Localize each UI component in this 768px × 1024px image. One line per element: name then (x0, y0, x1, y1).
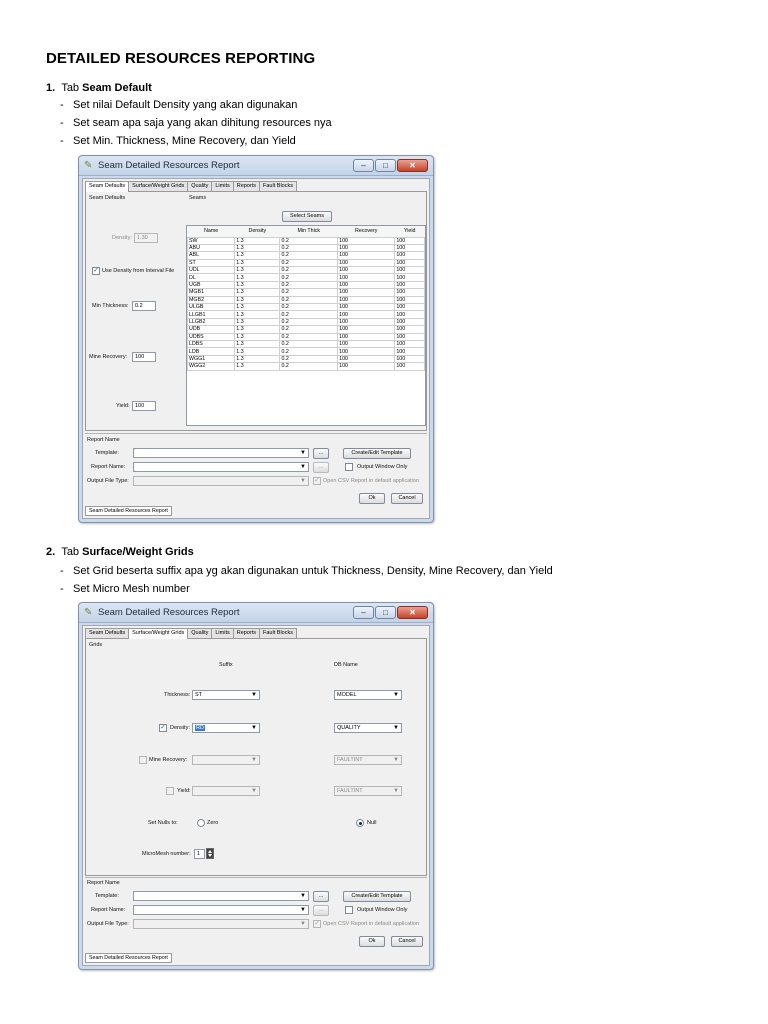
density-db-value: QUALITY (337, 725, 361, 731)
template-browse-button[interactable]: ... (313, 448, 329, 459)
bottom-tab-report[interactable]: Seam Detailed Resources Report (85, 953, 172, 963)
section-1-number: 1. (46, 82, 56, 94)
table-row[interactable] (188, 281, 425, 288)
select-seams-button[interactable]: Select Seams (282, 211, 332, 222)
tab-quality[interactable]: Quality (187, 181, 212, 191)
output-file-type-dropdown[interactable] (133, 919, 309, 929)
table-row[interactable] (188, 237, 425, 244)
table-cell: 100 (338, 326, 395, 333)
tab-limits[interactable]: Limits (211, 181, 233, 191)
table-cell: 100 (338, 281, 395, 288)
report-separator (85, 433, 427, 434)
report-name-label: Report Name: (91, 907, 126, 913)
table-cell: 100 (395, 296, 425, 303)
section-2-heading (46, 546, 194, 558)
table-cell: 100 (338, 355, 395, 362)
column-header[interactable]: Density (235, 226, 280, 237)
table-cell: 100 (338, 237, 395, 244)
table-row[interactable] (188, 318, 425, 325)
chevron-down-icon: ▼ (251, 757, 257, 763)
table-cell: 1.3 (235, 252, 280, 259)
mine-recovery-suffix-dropdown[interactable] (192, 755, 260, 765)
table-row[interactable] (188, 333, 425, 340)
table-cell: 1.3 (235, 281, 280, 288)
zero-radio[interactable] (197, 819, 205, 827)
density-db-dropdown[interactable] (334, 723, 402, 733)
table-cell: MGB2 (188, 296, 235, 303)
table-cell: 1.3 (235, 311, 280, 318)
min-thickness-input[interactable]: 0.2 (132, 301, 156, 311)
null-radio[interactable] (356, 819, 364, 827)
table-row[interactable] (188, 267, 425, 274)
min-thickness-label: Min Thickness: (92, 303, 129, 309)
mine-recovery-label: Mine Recovery: (89, 354, 128, 360)
table-cell: 100 (338, 340, 395, 347)
table-cell: 100 (338, 348, 395, 355)
table-cell: 0.2 (280, 340, 338, 347)
table-cell: 100 (395, 274, 425, 281)
report-name-group-label: Report Name (87, 437, 120, 443)
bottom-tab-report[interactable]: Seam Detailed Resources Report (85, 506, 172, 516)
section-1-prefix: Tab (61, 82, 83, 94)
cancel-button[interactable]: Cancel (391, 493, 423, 504)
open-csv-checkbox[interactable]: ✓ (314, 477, 320, 484)
table-cell: UGB (188, 281, 235, 288)
open-csv-label: Open CSV Report in default application (323, 478, 420, 484)
null-label: Null (367, 820, 377, 826)
table-cell: 0.2 (280, 274, 338, 281)
mine-recovery-input[interactable]: 100 (132, 352, 156, 362)
table-cell: LLGB2 (188, 318, 235, 325)
minimize-button[interactable]: – (353, 606, 374, 619)
table-cell: 1.3 (235, 326, 280, 333)
thickness-suffix-dropdown[interactable] (192, 690, 260, 700)
seams-table[interactable] (186, 225, 426, 426)
table-cell: 0.2 (280, 333, 338, 340)
table-cell: 100 (338, 244, 395, 251)
table-cell: 100 (395, 304, 425, 311)
section-2-prefix: Tab (61, 546, 83, 558)
mine-recovery-checkbox[interactable] (139, 756, 147, 764)
thickness-label: Thickness: (164, 692, 191, 698)
table-cell: 1.3 (235, 304, 280, 311)
density-suffix-dropdown[interactable] (192, 723, 260, 733)
table-cell: 100 (395, 333, 425, 340)
chevron-down-icon: ▼ (251, 788, 257, 794)
table-cell: 0.2 (280, 318, 338, 325)
chevron-down-icon: ▼ (300, 478, 306, 484)
table-cell: 100 (395, 289, 425, 296)
create-edit-template-button[interactable]: Create/Edit Template (343, 891, 411, 902)
ok-button[interactable]: Ok (359, 493, 385, 504)
table-cell: LDBS (188, 340, 235, 347)
table-cell: 0.2 (280, 363, 338, 370)
app-icon: ✎ (84, 160, 93, 171)
table-cell: 0.2 (280, 267, 338, 274)
table-row[interactable] (188, 296, 425, 303)
bullet-item: - Set nilai Default Density yang akan digunakan (60, 96, 332, 114)
section-1-name: Seam Default (82, 82, 152, 94)
table-cell: 1.3 (235, 289, 280, 296)
table-cell: LDB (188, 348, 235, 355)
yield-suffix-dropdown[interactable] (192, 786, 260, 796)
close-button[interactable]: ✕ (397, 606, 428, 619)
chevron-down-icon: ▼ (300, 893, 306, 899)
table-cell: 100 (338, 296, 395, 303)
table-cell: 100 (338, 304, 395, 311)
tab-surface-weight-grids[interactable]: Surface/Weight Grids (128, 181, 188, 191)
table-cell: 1.3 (235, 355, 280, 362)
density-label: Density: (112, 235, 132, 241)
ok-button[interactable]: Ok (359, 936, 385, 947)
close-button[interactable]: ✕ (397, 159, 428, 172)
table-cell: 100 (395, 281, 425, 288)
table-cell: 100 (395, 355, 425, 362)
table-cell: WGG1 (188, 355, 235, 362)
tab-reports[interactable]: Reports (233, 181, 260, 191)
section-1-bullets (60, 96, 332, 150)
maximize-button[interactable]: □ (375, 159, 396, 172)
table-cell: MGB1 (188, 289, 235, 296)
table-cell: 100 (395, 340, 425, 347)
table-cell: 0.2 (280, 355, 338, 362)
report-name-dropdown[interactable] (133, 462, 309, 472)
group-label-seam-defaults: Seam Defaults (89, 195, 126, 201)
chevron-down-icon: ▼ (393, 757, 399, 763)
table-cell: 100 (395, 348, 425, 355)
yield-label: Yield: (177, 788, 191, 794)
table-cell: 100 (395, 244, 425, 251)
table-cell: ABU (188, 244, 235, 251)
table-cell: 0.2 (280, 281, 338, 288)
table-cell: 1.3 (235, 244, 280, 251)
table-cell: 0.2 (280, 296, 338, 303)
tab-fault-blocks[interactable]: Fault Blocks (259, 181, 297, 191)
chevron-down-icon: ▼ (300, 464, 306, 470)
grids-group-label: Grids (89, 642, 103, 648)
density-checkbox[interactable]: ✓ (160, 724, 166, 731)
table-cell: 100 (395, 318, 425, 325)
open-csv-checkbox[interactable]: ✓ (314, 920, 320, 927)
chevron-down-icon: ▼ (393, 692, 399, 698)
tab-surface-weight-grids[interactable]: Surface/Weight Grids (128, 628, 188, 639)
density-input[interactable]: 1.30 (134, 233, 158, 243)
table-cell: UDBS (188, 333, 235, 340)
report-name-browse-button[interactable]: ... (313, 905, 329, 916)
table-cell: 100 (338, 333, 395, 340)
section-2-number: 2. (46, 546, 56, 558)
template-dropdown[interactable] (133, 448, 309, 458)
open-csv-label: Open CSV Report in default application (323, 921, 420, 927)
table-cell: 100 (395, 267, 425, 274)
table-cell: 1.3 (235, 259, 280, 266)
table-cell: 100 (338, 289, 395, 296)
tab-bar (85, 628, 296, 638)
tab-quality[interactable]: Quality (187, 628, 212, 638)
table-cell: 100 (338, 311, 395, 318)
cancel-button[interactable]: Cancel (391, 936, 423, 947)
use-density-label: Use Density from Interval File (102, 268, 175, 274)
table-row[interactable] (188, 259, 425, 266)
table-cell: 0.2 (280, 259, 338, 266)
template-label: Template: (95, 893, 119, 899)
output-window-only-label: Output Window Only (357, 907, 408, 913)
report-separator (85, 877, 427, 878)
table-cell: UDB (188, 326, 235, 333)
table-row[interactable] (188, 355, 425, 362)
bullet-item: - Set seam apa saja yang akan dihitung resources nya (60, 114, 332, 132)
chevron-down-icon: ▼ (251, 725, 257, 731)
table-cell: 0.2 (280, 326, 338, 333)
table-row[interactable] (188, 311, 425, 318)
window-title: Seam Detailed Resources Report (98, 607, 240, 618)
table-row[interactable] (188, 326, 425, 333)
table-cell: LLGB1 (188, 311, 235, 318)
table-row[interactable] (188, 274, 425, 281)
table-cell: 1.3 (235, 318, 280, 325)
table-cell: ULGB (188, 304, 235, 311)
tab-seam-defaults[interactable]: Seam Defaults (85, 628, 129, 638)
table-cell: 100 (338, 318, 395, 325)
section-2-name: Surface/Weight Grids (82, 546, 194, 558)
bullet-item: - Set Grid beserta suffix apa yg akan digunakan untuk Thickness, Density, Mine Recovery, dan Yield (60, 562, 553, 580)
table-cell: 1.3 (235, 274, 280, 281)
column-header[interactable]: Recovery (338, 226, 395, 237)
report-name-label: Report Name: (91, 464, 126, 470)
window-client (82, 625, 430, 966)
group-label-seams: Seams (189, 195, 207, 201)
table-cell: ABL (188, 252, 235, 259)
grids-panel (85, 638, 427, 876)
density-suffix-value: RD (196, 725, 204, 731)
micromesh-input[interactable]: 1 (194, 849, 205, 859)
template-browse-button[interactable]: ... (313, 891, 329, 902)
suffix-header: Suffix (219, 662, 233, 668)
mine-recovery-label: Mine Recovery: (149, 757, 188, 763)
db-name-header: DB Name (334, 662, 358, 668)
output-file-type-label: Output File Type: (87, 921, 129, 927)
table-cell: 100 (395, 363, 425, 370)
table-cell: 1.3 (235, 363, 280, 370)
table-cell: 1.3 (235, 340, 280, 347)
table-cell: 100 (395, 252, 425, 259)
yield-label: Yield: (116, 403, 130, 409)
template-label: Template: (95, 450, 119, 456)
micromesh-label: MicroMesh number: (142, 851, 191, 857)
thickness-db-dropdown[interactable] (334, 690, 402, 700)
table-cell: 0.2 (280, 289, 338, 296)
table-cell: 1.3 (235, 296, 280, 303)
zero-label: Zero (207, 820, 219, 826)
table-cell: 100 (338, 252, 395, 259)
seam-report-window-1 (78, 155, 434, 523)
table-row[interactable] (188, 348, 425, 355)
create-edit-template-button[interactable]: Create/Edit Template (343, 448, 411, 459)
tab-fault-blocks[interactable]: Fault Blocks (259, 628, 297, 638)
column-header[interactable]: Yield (395, 226, 425, 237)
output-window-only-checkbox[interactable] (345, 463, 353, 471)
app-icon: ✎ (84, 607, 93, 618)
table-row[interactable] (188, 289, 425, 296)
output-file-type-label: Output File Type: (87, 478, 129, 484)
tab-bar (85, 181, 296, 191)
output-window-only-label: Output Window Only (357, 464, 408, 470)
table-row[interactable] (188, 252, 425, 259)
column-header[interactable]: Name (188, 226, 235, 237)
table-cell: 100 (395, 237, 425, 244)
table-cell: ST (188, 259, 235, 266)
template-dropdown[interactable] (133, 891, 309, 901)
use-density-checkbox[interactable]: ✓ (93, 267, 99, 274)
yield-input[interactable]: 100 (132, 401, 156, 411)
thickness-db-value: MODEL (337, 692, 357, 698)
window-client (82, 178, 430, 519)
yield-checkbox[interactable] (166, 787, 174, 795)
section-2-bullets (60, 562, 553, 598)
minimize-button[interactable]: – (353, 159, 374, 172)
window-titlebar[interactable] (79, 156, 433, 176)
table-cell: 1.3 (235, 237, 280, 244)
table-cell: 0.2 (280, 237, 338, 244)
bullet-item: - Set Micro Mesh number (60, 580, 553, 598)
table-cell: DL (188, 274, 235, 281)
mine-recovery-db-dropdown[interactable] (334, 755, 402, 765)
table-header-row (188, 226, 425, 237)
micromesh-stepper[interactable] (206, 848, 214, 859)
chevron-down-icon: ▼ (393, 725, 399, 731)
table-cell: 1.3 (235, 267, 280, 274)
table-cell: 0.2 (280, 348, 338, 355)
yield-db-value: FAULTINT (337, 788, 363, 794)
seam-report-window-2 (78, 602, 434, 970)
chevron-down-icon: ▼ (300, 907, 306, 913)
table-cell: 0.2 (280, 244, 338, 251)
chevron-down-icon: ▼ (300, 450, 306, 456)
table-cell: 0.2 (280, 311, 338, 318)
table-cell: 100 (338, 363, 395, 370)
table-cell: 100 (338, 267, 395, 274)
table-cell: 1.3 (235, 348, 280, 355)
table-cell: 100 (395, 259, 425, 266)
chevron-down-icon: ▼ (393, 788, 399, 794)
table-row[interactable] (188, 340, 425, 347)
maximize-button[interactable]: □ (375, 606, 396, 619)
report-name-group-label: Report Name (87, 880, 120, 886)
table-cell: WGG2 (188, 363, 235, 370)
table-cell: SW (188, 237, 235, 244)
window-titlebar[interactable] (79, 603, 433, 623)
window-title: Seam Detailed Resources Report (98, 160, 240, 171)
tab-reports[interactable]: Reports (233, 628, 260, 638)
table-row[interactable] (188, 244, 425, 251)
chevron-down-icon: ▼ (300, 921, 306, 927)
density-label: Density: (170, 725, 190, 731)
table-cell: 100 (338, 274, 395, 281)
bullet-item: - Set Min. Thickness, Mine Recovery, dan Yield (60, 132, 332, 150)
table-cell: 1.3 (235, 333, 280, 340)
table-cell: 100 (338, 259, 395, 266)
section-1-heading (46, 82, 152, 94)
chevron-down-icon: ▼ (251, 692, 257, 698)
yield-db-dropdown[interactable] (334, 786, 402, 796)
table-cell: 100 (395, 311, 425, 318)
seam-defaults-panel (85, 191, 427, 431)
table-cell: UDL (188, 267, 235, 274)
set-nulls-label: Set Nulls to: (148, 820, 178, 826)
tab-limits[interactable]: Limits (211, 628, 233, 638)
output-file-type-dropdown[interactable] (133, 476, 309, 486)
table-cell: 0.2 (280, 304, 338, 311)
report-name-browse-button[interactable]: ... (313, 462, 329, 473)
thickness-suffix-value: ST (195, 692, 203, 698)
table-row[interactable] (188, 363, 425, 370)
table-row[interactable] (188, 304, 425, 311)
report-name-dropdown[interactable] (133, 905, 309, 915)
output-window-only-checkbox[interactable] (345, 906, 353, 914)
mine-recovery-db-value: FAULTINT (337, 757, 363, 763)
tab-seam-defaults[interactable]: Seam Defaults (85, 181, 129, 192)
document-title: DETAILED RESOURCES REPORTING (46, 50, 316, 67)
table-cell: 100 (395, 326, 425, 333)
table-cell: 0.2 (280, 252, 338, 259)
column-header[interactable]: Min Thick (280, 226, 338, 237)
